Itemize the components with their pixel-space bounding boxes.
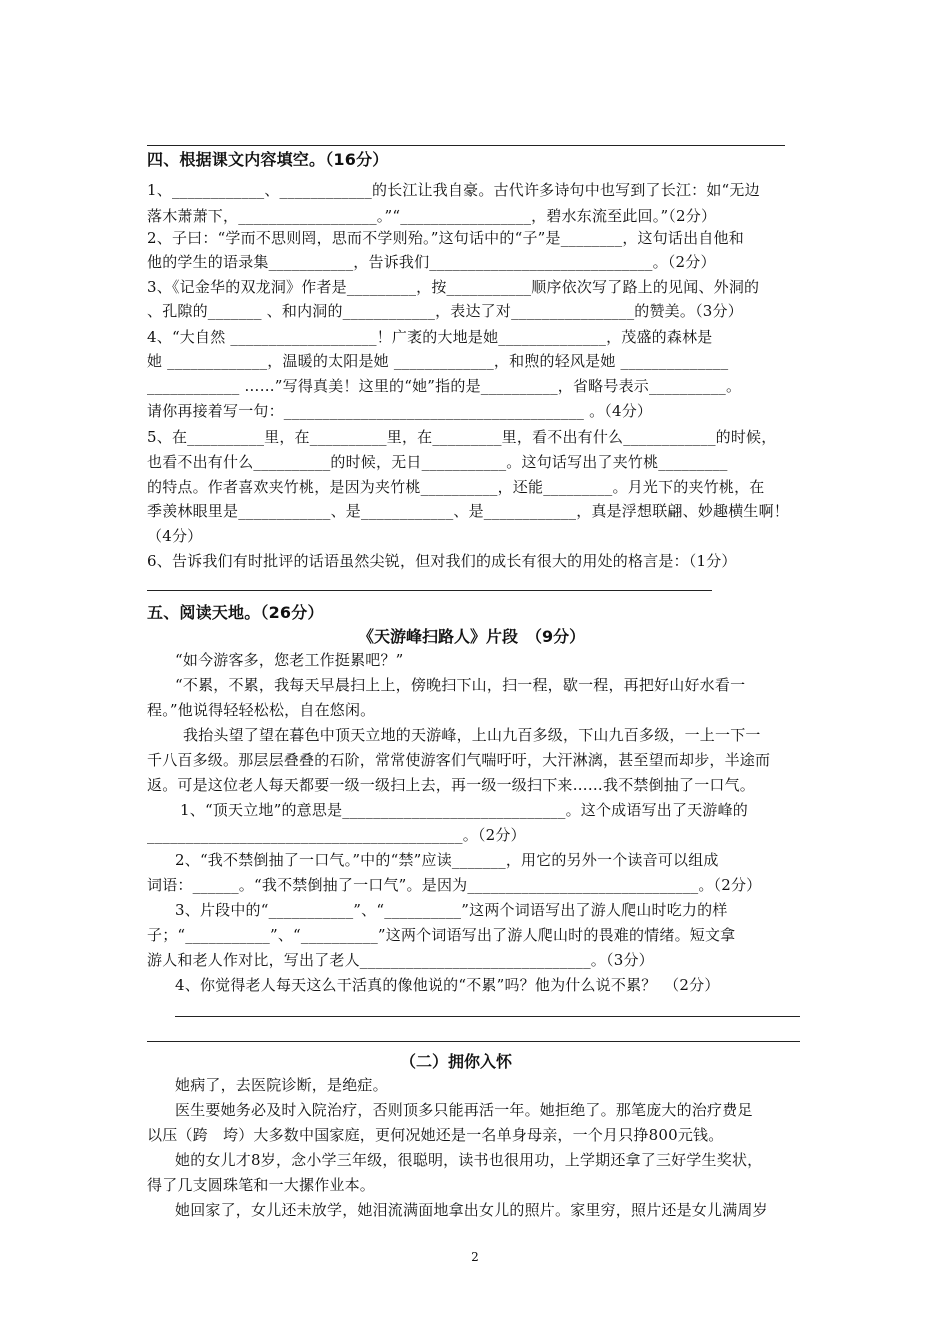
- r1-line: “不累，不累，我每天早晨扫上上，傍晚扫下山，扫一程，歇一程，再把好山好水看一: [175, 676, 746, 694]
- r1-line: 我抬头望了望在暮色中顶天立地的天游峰，上山九百多级，下山九百多级，一上一下一: [183, 726, 761, 744]
- top-rule: [147, 145, 785, 146]
- r1-question: 3、片段中的“___________”、“__________”这两个词语写出了游人爬山时吃力的样: [175, 901, 728, 919]
- s4-line: 她 _____________，温暖的太阳是她 _____________，和煦的轻风是她 ______________: [147, 352, 729, 370]
- s4-line: 也看不出有什么__________的时候，无日___________。这句话写出了夹竹桃_________: [147, 453, 728, 471]
- r2-line: 她的女儿才8岁，念小学三年级，很聪明，读书也很用功，上学期还拿了三好学生奖状，: [175, 1151, 763, 1169]
- s4-line: 3、《记金华的双龙洞》作者是_________，按___________顺序依次写了路上的见闻、外洞的: [147, 278, 760, 296]
- answer-line: [147, 1041, 800, 1042]
- s4-line: （4分）: [147, 527, 203, 545]
- s4-line: 6、告诉我们有时批评的话语虽然尖锐，但对我们的成长有很大的用处的格言是：（1分）: [147, 552, 737, 570]
- r1-question: 游人和老人作对比，写出了老人______________________________。（3分）: [147, 951, 654, 969]
- answer-line: [147, 590, 712, 591]
- s4-line: 请你再接着写一句：_______________________________________ 。（4分）: [147, 402, 653, 420]
- s4-line: 、孔隙的_______ 、和内洞的____________，表达了对________________的赞美。（3分）: [147, 302, 743, 320]
- r1-line: 程。”他说得轻轻松松，自在悠闲。: [147, 701, 376, 719]
- r2-line: 得了几支圆珠笔和一大摞作业本。: [147, 1176, 376, 1194]
- r1-line: “如今游客多，您老工作挺累吧？”: [175, 651, 404, 669]
- answer-line: [175, 1016, 800, 1017]
- r1-line: 千八百多级。那层层叠叠的石阶，常常使游客们气喘吁吁，大汗淋漓，甚至望而却步，半途而: [147, 751, 771, 769]
- r1-line: 返。可是这位老人每天都要一级一级扫上去，再一级一级扫下来……我不禁倒抽了一口气。: [147, 776, 756, 794]
- r1-question: 1、“顶天立地”的意思是_____________________________。这个成语写出了天游峰的: [180, 801, 748, 819]
- s4-line: 的特点。作者喜欢夹竹桃，是因为夹竹桃__________，还能_________。月光下的夹竹桃，在: [147, 478, 765, 496]
- s4-line: 2、子曰：“学而不思则罔，思而不学则殆。”这句话中的“子”是________，这句话出自他和: [147, 229, 744, 247]
- reading-2-title: （二）拥你入怀: [400, 1052, 513, 1071]
- page-number: 2: [471, 1250, 479, 1264]
- s4-line: 季羡林眼里是____________、是____________、是____________，真是浮想联翩、妙趣横生啊！: [147, 502, 790, 520]
- r1-question: 2、“我不禁倒抽了一口气。”中的“禁”应读_______，用它的另外一个读音可以组成: [175, 851, 719, 869]
- section-4-heading: 四、根据课文内容填空。（16分）: [147, 150, 389, 169]
- s4-line: 落木萧萧下，__________________。”“_________________，碧水东流至此回。”（2分）: [147, 207, 717, 225]
- s4-line: ____________ ……”写得真美！这里的“她”指的是__________，省略号表示__________。: [147, 377, 742, 395]
- r1-question: 4、你觉得老人每天这么干活真的像他说的“不累”吗？他为什么说不累？ （2分）: [175, 976, 720, 994]
- r2-line: 她病了，去医院诊断，是绝症。: [175, 1076, 388, 1094]
- reading-1-title: 《天游峰扫路人》片段 （9分）: [358, 627, 586, 646]
- r1-question: _________________________________________。（2分）: [147, 826, 526, 844]
- s4-line: 1、____________、____________的长江让我自豪。古代许多诗句中也写到了长江：如“无边: [147, 181, 760, 199]
- s4-line: 他的学生的语录集___________，告诉我们_____________________________。（2分）: [147, 253, 716, 271]
- r2-line: 以压（跨 垮）大多数中国家庭，更何况她还是一名单身母亲，一个月只挣800元钱。: [147, 1126, 724, 1144]
- s4-line: 5、在__________里，在__________里，在_________里，看不出有什么____________的时候，: [147, 428, 777, 446]
- s4-line: 4、“大自然 ___________________！广袤的大地是她______________，茂盛的森林是: [147, 328, 713, 346]
- r2-line: 医生要她务必及时入院治疗，否则顶多只能再活一年。她拒绝了。那笔庞大的治疗费足: [175, 1101, 753, 1119]
- r1-question: 词语：______。“我不禁倒抽了一口气”。是因为______________________________。（2分）: [147, 876, 762, 894]
- r2-line: 她回家了，女儿还未放学，她泪流满面地拿出女儿的照片。家里穷，照片还是女儿满周岁: [175, 1201, 768, 1219]
- r1-question: 子；“___________”、“__________”这两个词语写出了游人爬山时的畏难的情绪。短文拿: [147, 926, 736, 944]
- section-5-heading: 五、阅读天地。（26分）: [147, 603, 324, 622]
